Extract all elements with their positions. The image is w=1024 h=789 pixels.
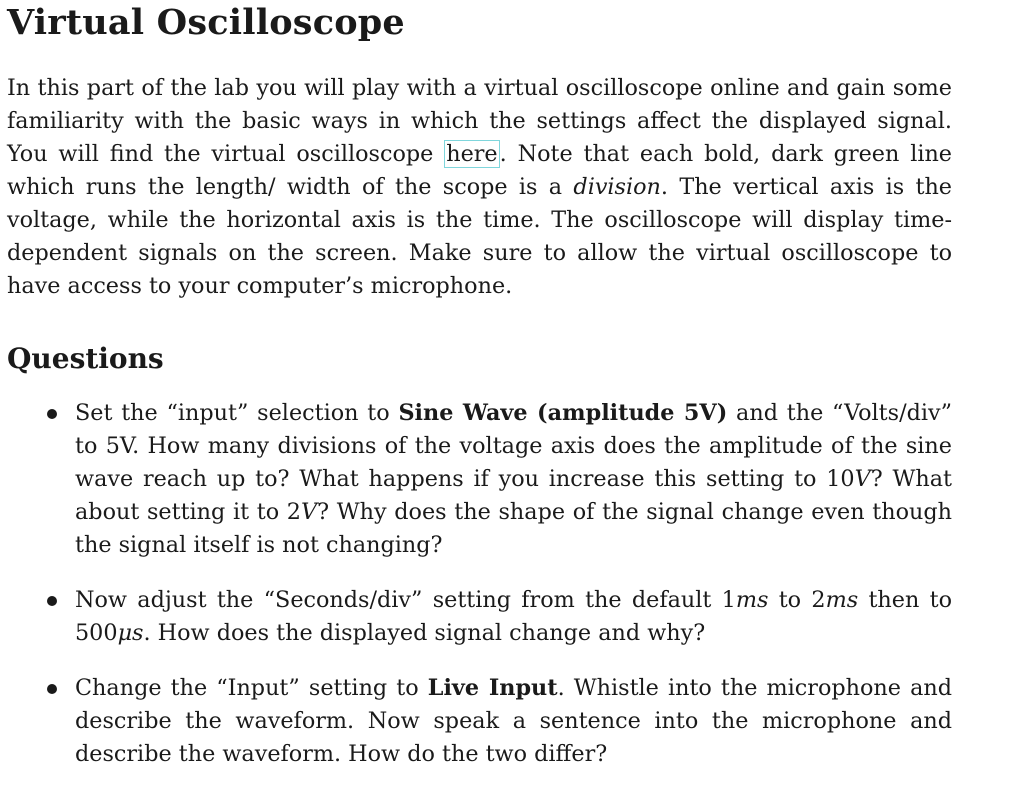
division-emphasis: division — [573, 174, 661, 200]
question-text: Change the “Input” setting to — [75, 675, 428, 701]
bullet-icon — [47, 596, 57, 606]
question-text: ? Why does the shape of the signal change even though the signal itself is not changing? — [75, 499, 952, 558]
question-item — [7, 397, 952, 562]
question-text: Set the “input” selection to — [75, 400, 399, 426]
bullet-icon — [47, 409, 57, 419]
question-item — [7, 584, 952, 650]
intro-text-2: . Note that each bold, dark green line which runs the length/ width of the scope is a — [7, 141, 953, 200]
math-unit: ms — [825, 587, 859, 613]
question-text: and the “Volts/div” to 5V. How many divisions of the voltage axis does the amplitude of the sine wave reach up to? What happens if you increase this setting to 10 — [75, 400, 952, 492]
questions-heading: Questions — [7, 342, 164, 375]
math-unit: μs — [117, 620, 144, 646]
question-text: ? What about setting it to 2 — [75, 466, 952, 525]
question-text: then to 500 — [75, 587, 953, 646]
question-text: . Whistle into the microphone and describe the waveform. Now speak a sentence into the microphone and describe the waveform. How do the two differ? — [75, 675, 952, 767]
questions-list — [7, 397, 1007, 771]
oscilloscope-link[interactable]: here — [446, 141, 498, 167]
math-unit: ms — [735, 587, 769, 613]
math-unit: V — [854, 466, 871, 492]
intro-text-3: . The vertical axis is the voltage, while the horizontal axis is the time. The oscilloscope will display time-dependent signals on the screen. Make sure to allow the virtual oscilloscope to have access to your computer’s microphone. — [7, 174, 953, 299]
bold-term: Sine Wave (amplitude 5V) — [398, 400, 728, 426]
intro-paragraph — [7, 72, 952, 303]
question-item — [7, 672, 952, 771]
math-unit: V — [301, 499, 318, 525]
section-title: Virtual Oscilloscope — [7, 2, 405, 43]
question-text: to 2 — [768, 587, 826, 613]
question-text: Now adjust the “Seconds/div” setting from the default 1 — [75, 587, 736, 613]
bold-term: Live Input — [427, 675, 558, 701]
intro-text-1: In this part of the lab you will play with a virtual oscilloscope online and gain some familiarity with the basic ways in which the settings affect the displayed signal. You will find the virtual oscilloscope — [7, 75, 952, 167]
bullet-icon — [47, 684, 57, 694]
question-text: . How does the displayed signal change and why? — [143, 620, 706, 646]
